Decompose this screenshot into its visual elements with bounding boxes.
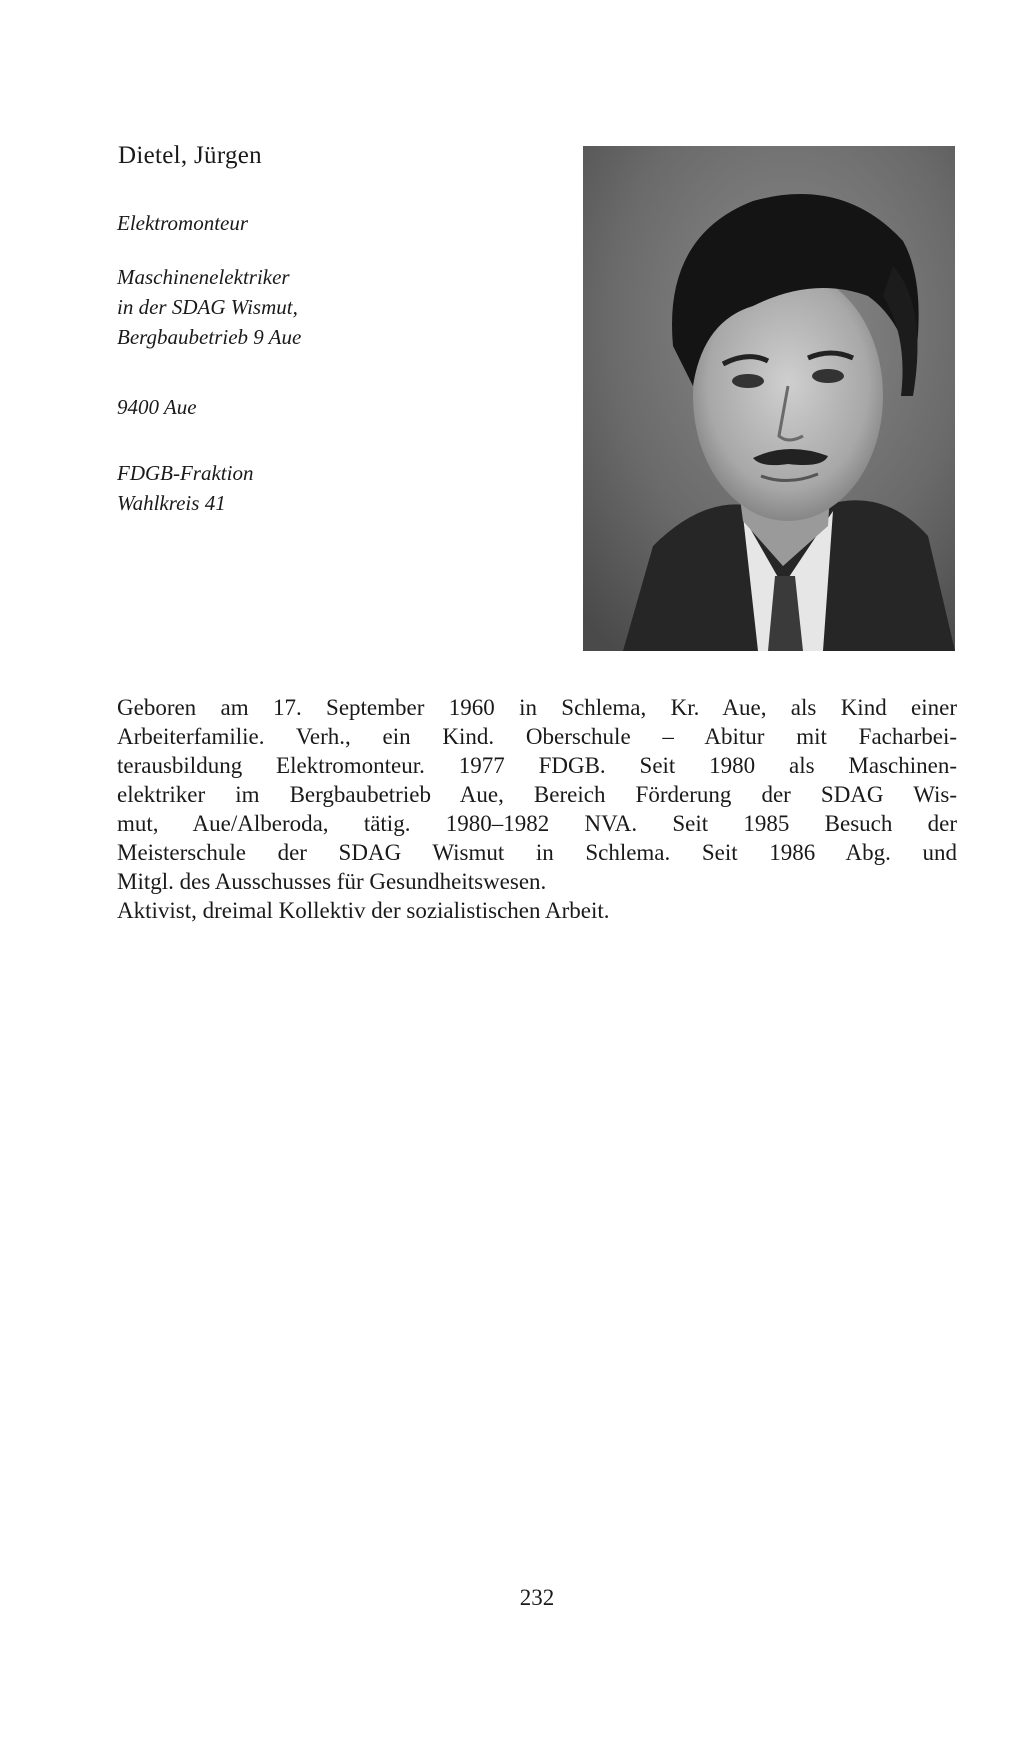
biography	[117, 693, 957, 925]
workplace-line: in der SDAG Wismut,	[117, 295, 298, 319]
workplace	[117, 262, 301, 352]
portrait-image	[583, 146, 955, 651]
constituency: Wahlkreis 41	[117, 491, 226, 515]
portrait-photo	[583, 146, 955, 651]
faction-name: FDGB-Fraktion	[117, 461, 254, 485]
page-number: 232	[519, 1585, 555, 1610]
biography-line: Arbeiterfamilie. Verh., ein Kind. Oberschule – Abitur mit Facharbei-	[117, 724, 957, 749]
city: 9400 Aue	[117, 395, 197, 419]
occupation: Elektromonteur	[117, 211, 249, 235]
biography-line: mut, Aue/Alberoda, tätig. 1980–1982 NVA. Seit 1985 Besuch der	[117, 811, 957, 836]
biography-line: Mitgl. des Ausschusses für Gesundheitswesen.	[117, 869, 547, 894]
biography-closing: Aktivist, dreimal Kollektiv der sozialistischen Arbeit.	[117, 898, 610, 923]
workplace-line: Bergbaubetrieb 9 Aue	[117, 325, 302, 349]
biography-line: elektriker im Bergbaubetrieb Aue, Bereich Förderung der SDAG Wis-	[117, 782, 957, 807]
biography-line: terausbildung Elektromonteur. 1977 FDGB. Seit 1980 als Maschinen-	[117, 753, 957, 778]
biography-line: Geboren am 17. September 1960 in Schlema, Kr. Aue, als Kind einer	[117, 695, 957, 720]
faction	[117, 458, 253, 518]
person-name: Dietel, Jürgen	[118, 142, 262, 169]
biography-line: Meisterschule der SDAG Wismut in Schlema. Seit 1986 Abg. und	[117, 840, 957, 865]
workplace-line: Maschinenelektriker	[117, 265, 290, 289]
